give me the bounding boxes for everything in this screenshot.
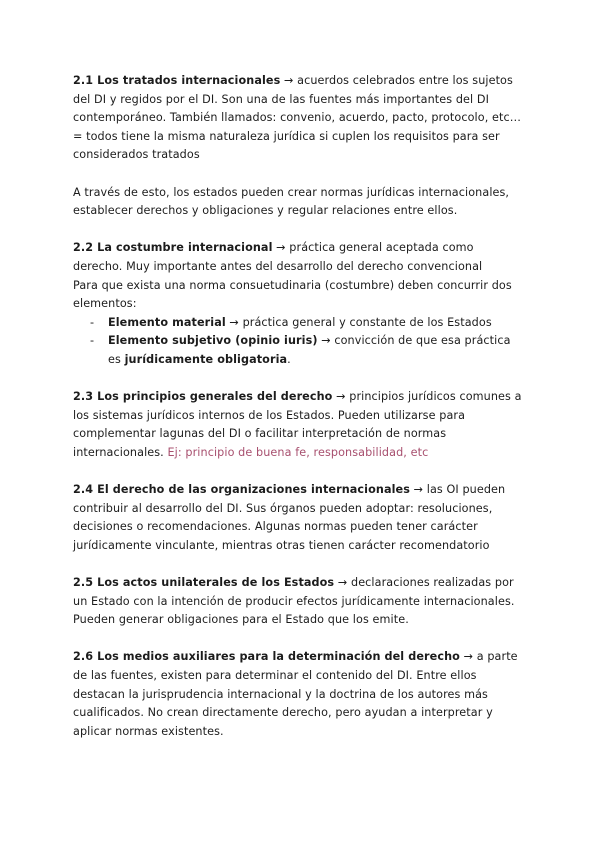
- list-item-period: .: [287, 352, 291, 366]
- section-actos-unilaterales: [73, 574, 524, 630]
- section-tratados: [73, 72, 524, 165]
- heading-medios-auxiliares: 2.6 Los medios auxiliares para la determinación del derecho: [73, 650, 460, 664]
- list-item-text: → práctica general y constante de los Estados: [225, 315, 492, 329]
- text-medios-auxiliares: → a parte de las fuentes, existen para determinar el contenido del DI. Entre ellos destacan la jurisprudencia internacional y la doctrina de los autores más cualificados. No crean directamente derecho, pero ayudan a interpretar y aplicar normas existentes.: [73, 650, 518, 738]
- list-item-subjetivo: [73, 332, 524, 369]
- section-medios-auxiliares: [73, 648, 524, 741]
- list-item-text: → convicción de que esa práctica es: [108, 334, 511, 366]
- elements-list: [73, 314, 524, 370]
- list-item-bold: Elemento subjetivo (opinio iuris): [108, 334, 318, 348]
- section-costumbre: [73, 239, 524, 276]
- text-costumbre: → práctica general aceptada como derecho. Muy importante antes del desarrollo del derecho convencional: [73, 241, 483, 273]
- section-organizaciones: [73, 481, 524, 555]
- list-item-material: [73, 314, 524, 333]
- heading-organizaciones: 2.4 El derecho de las organizaciones internacionales: [73, 483, 410, 497]
- heading-principios: 2.3 Los principios generales del derecho: [73, 390, 333, 404]
- section-principios: [73, 388, 524, 462]
- text-tratados: → acuerdos celebrados entre los sujetos del DI y regidos por el DI. Son una de las fuentes más importantes del DI contemporáneo. También llamados: convenio, acuerdo, pacto, protocolo, etc… = todos tiene la misma naturaleza jurídica si cuplen los requisitos para ser considerados tratados: [73, 74, 522, 162]
- list-item-bold-end: jurídicamente obligatoria: [124, 352, 288, 366]
- text-actos-unilaterales: → declaraciones realizadas por un Estado con la intención de producir efectos jurídicamente internacionales. Pueden generar obligaciones para el Estado que los emite.: [73, 576, 515, 627]
- list-dash: -: [90, 334, 95, 348]
- text-principios: → principios jurídicos comunes a los sistemas jurídicos internos de los Estados. Pueden utilizarse para complementar lagunas del DI o facilitar interpretación de normas internacionales.: [73, 390, 522, 459]
- heading-costumbre: 2.2 La costumbre internacional: [73, 241, 273, 255]
- list-item-bold: Elemento material: [108, 315, 226, 329]
- paragraph-tratados-efectos: A través de esto, los estados pueden crear normas jurídicas internacionales, establecer derechos y obligaciones y regular relaciones entre ellos.: [73, 185, 510, 218]
- paragraph-costumbre-elementos: Para que exista una norma consuetudinaria (costumbre) deben concurrir dos elementos:: [73, 278, 512, 311]
- heading-tratados: 2.1 Los tratados internacionales: [73, 74, 281, 87]
- list-dash: -: [90, 315, 95, 329]
- example-principios: Ej: principio de buena fe, responsabilidad, etc: [167, 445, 429, 459]
- text-organizaciones: → las OI pueden contribuir al desarrollo del DI. Sus órganos pueden adoptar: resoluciones, decisiones o recomendaciones. Algunas normas pueden tener carácter jurídicamente vinculante, mientras otras tienen carácter recomendatorio: [73, 483, 506, 552]
- heading-actos-unilaterales: 2.5 Los actos unilaterales de los Estados: [73, 576, 335, 590]
